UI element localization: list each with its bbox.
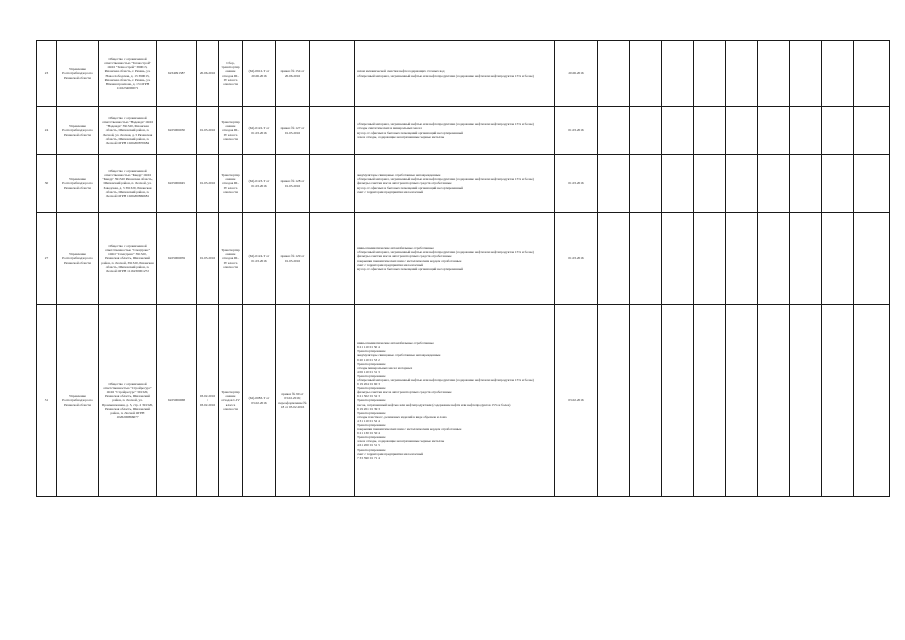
empty-cell [598, 213, 630, 305]
activity-line: Транспортирование [357, 361, 386, 366]
activity-line: 4 06 110 01 31 3 [357, 369, 380, 374]
authority-cell: Управление Роспотребнадзора по Рязанской области [57, 107, 99, 155]
empty-cell [694, 107, 726, 155]
activity-line: фильтры очистки масла автотранспортных средств отработанные [357, 254, 452, 259]
empty-cell [662, 155, 694, 213]
activity-line: отходы пластмасс, резиновых изделий в виде обрезков и лома [357, 414, 447, 419]
organization-cell: Общество с ограниченной ответственностью "Надежда" ООО "Надежда" 391320, Рязанская область, Шиловский район, п. Лесной, ул. Лесная, д. 5 Рязанская область, Шиловский район, п. Лесной ОГРН 1026200870684 [99, 107, 157, 155]
date-end-cell: 03.02.2016 [555, 305, 598, 497]
empty-cell [790, 107, 822, 155]
inn-cell: 6225006030 [157, 107, 197, 155]
activity-line: Транспортирование [357, 423, 386, 428]
waste-activity-cell [355, 41, 555, 107]
inn-cell: 6225006945 [157, 155, 197, 213]
activity-line: смет с территории предприятия малоопасный [357, 189, 424, 194]
empty-cell [598, 41, 630, 107]
empty-cell [662, 213, 694, 305]
empty-cell [662, 107, 694, 155]
empty-cell [662, 41, 694, 107]
organization-cell: Общество с ограниченной ответственностью "Квадр" ООО "Квадр" 391320 Рязанская область, Шиловский район, п. Лесной, ул. Заводская, д. 3 391320, Рязанская область, Шиловский район, п. Лесной ОГРН 1026200866681 [99, 155, 157, 213]
activity-line: Транспортирование [357, 435, 386, 440]
activity-line: мусор от офисных и бытовых помещений организаций несортированный [357, 266, 463, 271]
activity-line: фильтры очистки масла автотранспортных средств отработанные [357, 181, 452, 186]
empty-cell [726, 213, 758, 305]
order-cell: приказ № 129 от 01.03.2016 [276, 213, 310, 305]
empty-cell [854, 41, 890, 107]
activity-line: обтирочный материал, загрязненный нефтью или нефтепродуктами (содержание нефти или нефтепродуктов 15% и более) [357, 73, 534, 78]
activity-line: шлам механической очистки нефтесодержащих сточных вод [357, 69, 445, 74]
table-row [37, 213, 890, 305]
empty-cell [854, 107, 890, 155]
empty-cell [630, 155, 662, 213]
activity-line: 9 19 201 01 39 3 [357, 406, 380, 411]
activity-line: мусор от офисных и бытовых помещений организаций несортированный [357, 130, 463, 135]
waste-activity-cell [355, 155, 555, 213]
empty-cell [310, 305, 355, 497]
empty-cell [758, 107, 790, 155]
activity-line: отходы минеральных масел моторных [357, 365, 413, 370]
date-end-cell: 01.03.2016 [555, 213, 598, 305]
empty-cell [758, 155, 790, 213]
measures-cell: Транспортирование отходов III–IV класса опасности [219, 107, 243, 155]
empty-cell [854, 213, 890, 305]
date-cell: 03.02.2016 / 03.02.2016 [197, 305, 219, 497]
measures-cell: Транспортирование отходов III–IV класса опасности [219, 155, 243, 213]
activity-line: Транспортирование [357, 398, 386, 403]
empty-cell [598, 107, 630, 155]
empty-cell [726, 305, 758, 497]
measures-cell: Сбор, транспортирование отходов III–IV класса опасности [219, 41, 243, 107]
empty-cell [630, 305, 662, 497]
waste-activity-cell [355, 305, 555, 497]
date-end-cell: 20.06.2016 [555, 41, 598, 107]
empty-cell [630, 107, 662, 155]
organization-cell: Общество с ограниченной ответственностью "Стройресурс" ООО "Стройресурс" 391320, Рязанская область, Шиловский район, п. Лесной, ул. Промышленная, д. 5, стр. 2 391320, Рязанская область, Шиловский район, п. Лесной ОГРН 1026200866677 [99, 305, 157, 497]
activity-line: смет с территории предприятия малоопасный [357, 262, 424, 267]
license-number-cell: (62)-0083-Т от 03.02.2016 [243, 305, 276, 497]
empty-cell [790, 305, 822, 497]
inn-cell: 6234091387 [157, 41, 197, 107]
measures-cell: Транспортирование отходов III–IV класса опасности [219, 213, 243, 305]
organization-cell: Общество с ограниченной ответственностью "Технострой" ООО "Технострой" 390013, Рязанская область, г. Рязань, ул. Новослободская, д. 13 390013, Рязанская область, г. Рязань, ул. Южная промзона, д. 13 ОГРН 1116234000071 [99, 41, 157, 107]
license-number-cell: (62)-0122-Т от 01.03.2016 [243, 107, 276, 155]
table-row [37, 155, 890, 213]
activity-line: обтирочный материал, загрязненный нефтью или нефтепродуктами (содержание нефти или нефтепродуктов 15% и более) [357, 250, 534, 255]
activity-line: отходы синтетических и минеральных масел [357, 126, 422, 131]
empty-cell [822, 107, 854, 155]
authority-cell: Управление Роспотребнадзора по Рязанской области [57, 155, 99, 213]
activity-line: обтирочный материал, загрязненный нефтью или нефтепродуктами (содержание нефти или нефтепродуктов 15% и более) [357, 122, 534, 127]
empty-cell [822, 213, 854, 305]
activity-line: Транспортирование [357, 410, 386, 415]
empty-cell [662, 305, 694, 497]
empty-cell [854, 155, 890, 213]
organization-cell: Общество с ограниченной ответственностью "Спецтранс" ООО "Спецтранс" 391320, Рязанская область, Шиловский район, п. Лесной, 391320, Рязанская область, Шиловский район, п. Лесной ОГРН 1116230001272 [99, 213, 157, 305]
activity-line: 7 33 390 01 71 4 [357, 455, 380, 460]
empty-cell [310, 213, 355, 305]
empty-cell [790, 41, 822, 107]
license-number-cell: (62)-0123-Т от 01.03.2016 [243, 155, 276, 213]
activity-line: обтирочный материал, загрязненный нефтью или нефтепродуктами (содержание нефти или нефтепродуктов 15% и более) [357, 377, 534, 382]
activity-line: песок, загрязненный нефтью или нефтепродуктами (содержание нефти или нефтепродуктов 15% и более) [357, 402, 511, 407]
table-row [37, 107, 890, 155]
empty-cell [310, 107, 355, 155]
date-cell: 20.06.2016 [197, 41, 219, 107]
empty-cell [598, 305, 630, 497]
date-cell: 01.03.2016 [197, 213, 219, 305]
row-number: 23 [37, 41, 57, 107]
date-end-cell: 01.03.2016 [555, 155, 598, 213]
license-number-cell: (62)-0124-Т от 01.03.2016 [243, 213, 276, 305]
empty-cell [694, 213, 726, 305]
order-cell: приказ № 127 от 01.03.2016 [276, 107, 310, 155]
order-cell: приказ № 128 от 01.03.2016 [276, 155, 310, 213]
activity-line: 9 21 302 01 52 3 [357, 394, 380, 399]
empty-cell [726, 155, 758, 213]
authority-cell: Управление Роспотребнадзора по Рязанской области [57, 305, 99, 497]
activity-line: шины пневматические автомобильные отработанные [357, 246, 434, 251]
activity-line: лом и отходы, содержащие незагрязненные черные металлы [357, 439, 445, 444]
activity-line: 9 20 110 01 53 2 [357, 357, 380, 362]
empty-cell [694, 305, 726, 497]
row-number: 24 [37, 107, 57, 155]
activity-line: 9 21 130 01 50 4 [357, 431, 380, 436]
empty-cell [726, 41, 758, 107]
empty-cell [694, 155, 726, 213]
license-register-table [36, 40, 890, 497]
activity-line: обтирочный материал, загрязненный нефтью или нефтепродуктами (содержание нефти или нефтепродуктов 15% и более) [357, 177, 534, 182]
empty-cell [310, 41, 355, 107]
empty-cell [758, 213, 790, 305]
empty-cell [822, 305, 854, 497]
activity-line: Транспортирование [357, 349, 386, 354]
order-cell: приказ № 90 от 03.02.2016; переоформление № 18 от 03.02.2016 [276, 305, 310, 497]
activity-line: Транспортирование [357, 386, 386, 391]
activity-line: 9 21 110 01 50 4 [357, 345, 380, 350]
empty-cell [822, 155, 854, 213]
row-number: 30 [37, 155, 57, 213]
date-cell: 01.03.2016 [197, 155, 219, 213]
waste-activity-cell [355, 213, 555, 305]
license-number-cell: (62)-0612-Т от 20.06.2016 [243, 41, 276, 107]
activity-line: фильтры очистки масла автотранспортных средств отработанные [357, 390, 452, 395]
authority-cell: Управление Роспотребнадзора по Рязанской области [57, 41, 99, 107]
activity-line: 4 61 200 01 51 5 [357, 443, 380, 448]
empty-cell [726, 107, 758, 155]
inn-cell: 6225006959 [157, 213, 197, 305]
activity-line: аккумуляторы свинцовые отработанные неповрежденные [357, 353, 441, 358]
activity-line: покрышки пневматических шин с металлическим кордом отработанные [357, 427, 462, 432]
date-cell: 01.03.2016 [197, 107, 219, 155]
activity-line: Транспортирование [357, 447, 386, 452]
activity-line: 9 19 204 01 60 3 [357, 382, 380, 387]
empty-cell [630, 41, 662, 107]
empty-cell [822, 41, 854, 107]
activity-line: смет с территории предприятия малоопасный [357, 451, 424, 456]
empty-cell [598, 155, 630, 213]
activity-line: 4 31 110 01 52 4 [357, 418, 380, 423]
empty-cell [758, 41, 790, 107]
activity-line: аккумуляторы свинцовые отработанные неповрежденные [357, 173, 441, 178]
inn-cell: 6225006968 [157, 305, 197, 497]
activity-line: Транспортирование [357, 373, 386, 378]
activity-line: покрышки пневматических шин с металлическим кордом отработанные [357, 258, 462, 263]
empty-cell [694, 41, 726, 107]
empty-cell [854, 305, 890, 497]
empty-cell [790, 213, 822, 305]
table-row [37, 305, 890, 497]
empty-cell [758, 305, 790, 497]
table-row [37, 41, 890, 107]
order-cell: приказ № 154 от 20.06.2016 [276, 41, 310, 107]
waste-activity-cell [355, 107, 555, 155]
row-number: 31 [37, 305, 57, 497]
empty-cell [310, 155, 355, 213]
measures-cell: Транспортирование отходов I–IV класса опасности [219, 305, 243, 497]
empty-cell [630, 213, 662, 305]
authority-cell: Управление Роспотребнадзора по Рязанской области [57, 213, 99, 305]
row-number: 27 [37, 213, 57, 305]
date-end-cell: 01.03.2016 [555, 107, 598, 155]
activity-line: лом и отходы, содержащие незагрязненные черные металлы [357, 134, 445, 139]
activity-line: мусор от офисных и бытовых помещений организаций несортированный [357, 185, 463, 190]
activity-line: шины пневматические автомобильные отработанные [357, 341, 434, 346]
empty-cell [790, 155, 822, 213]
